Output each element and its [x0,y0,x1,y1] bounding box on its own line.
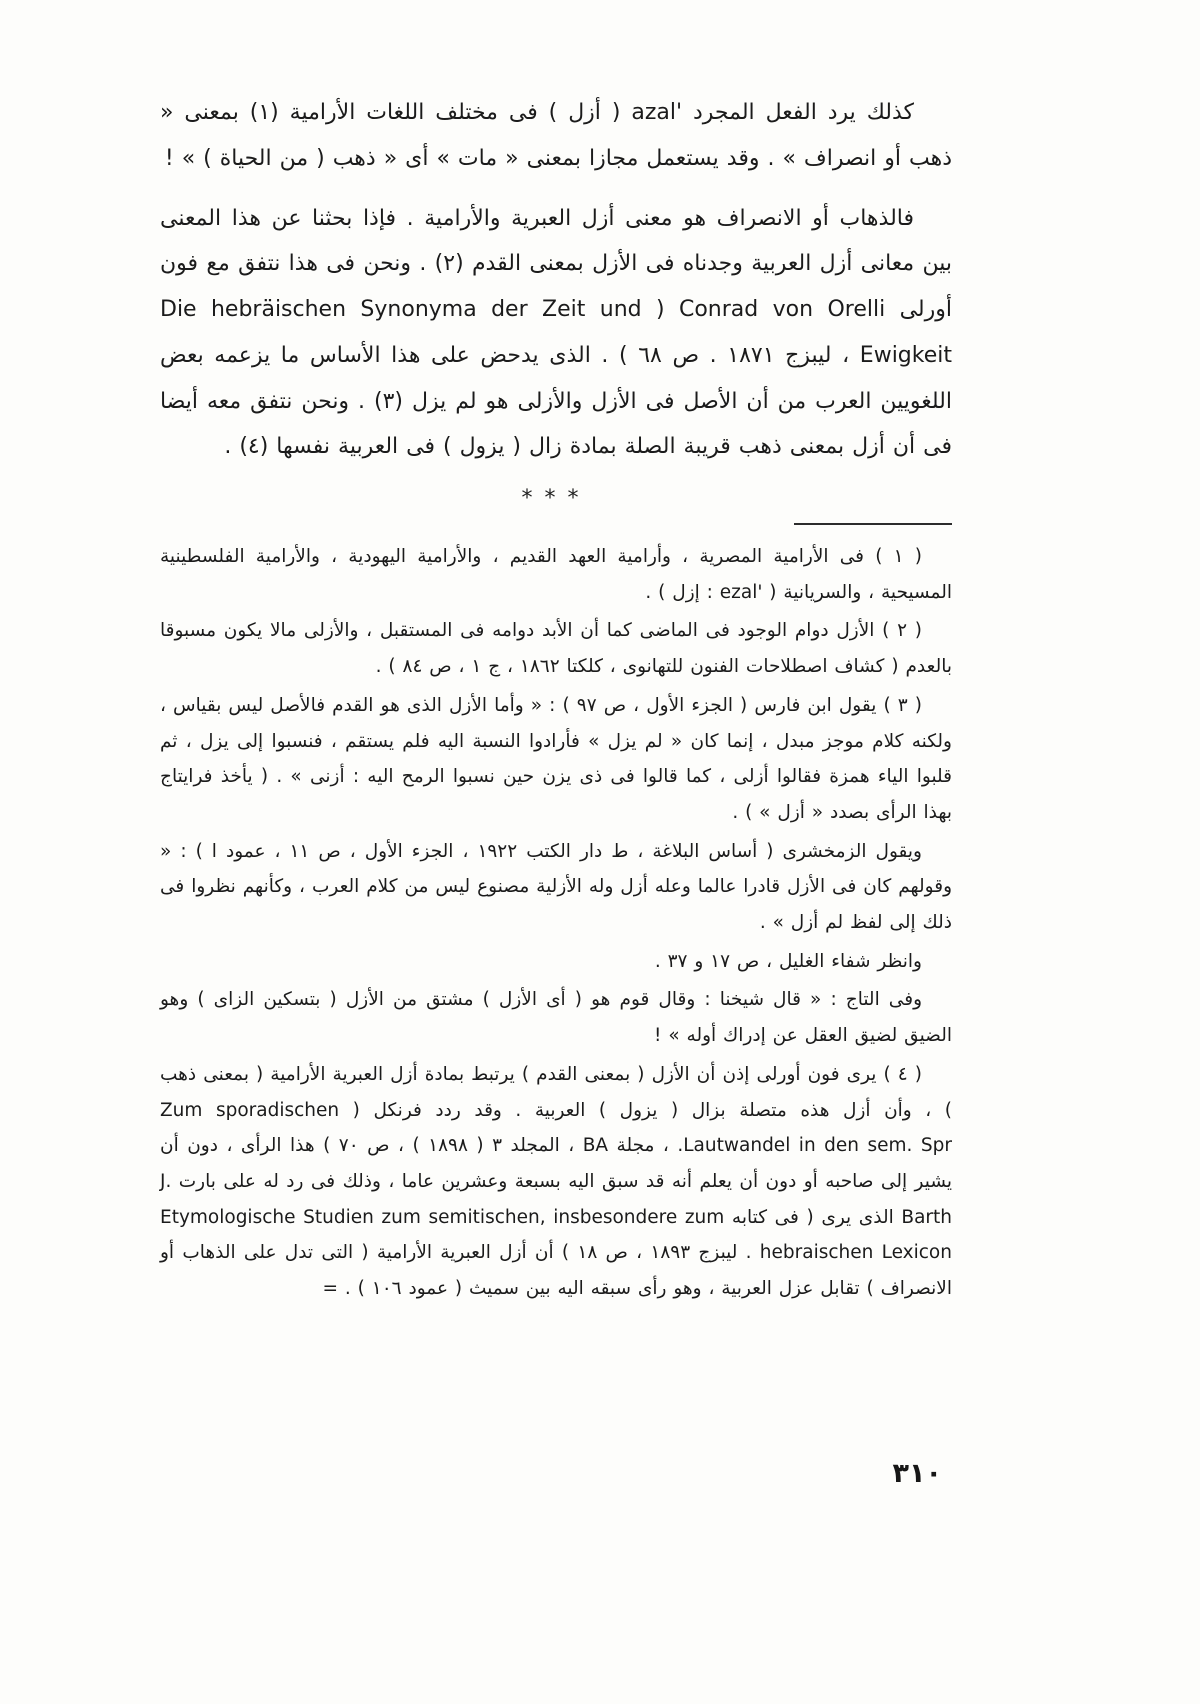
section-separator: *** [521,486,591,511]
footnote: وفى التاج : « قال شيخنا : وقال قوم هو ( أى الأزل ) مشتق من الأزل ( بتسكين الزاى ) وهو الضيق لضيق العقل عن إدراك أوله » ! [160,989,952,1047]
footnote: ( ٤ ) يرى فون أورلى إذن أن الأزل ( بمعنى القدم ) يرتبط بمادة أزل العبرية الأرامية ( بمعنى ذهب ) ، وأن أزل هذه متصلة بزال ( يزول ) العربية . وقد ردد فرنكل ( Zum sporadischen Lautwandel in den sem. Spr. ، مجلة BA ، المجلد ٣ ( ١٨٩٨ ) ، ص ٧٠ ) هذا الرأى ، دون أن يشير إلى صاحبه أو دون أن يعلم أنه قد سبق اليه بسبعة وعشرين عاما ، وذلك فى رد له على بارت J. Barth الذى يرى ( فى كتابه Etymologische Studien zum semitischen, insbesondere zum hebraischen Lexicon . ليبزج ١٨٩٣ ، ص ١٨ ) أن أزل العبرية الأرامية ( التى تدل على الذهاب أو الانصراف ) تقابل عزل العربية ، وهو رأى سبقه اليه بين سميث ( عمود ١٠٦ ) . = [160,1063,953,1300]
main-text [160,90,952,1310]
paragraph: كذلك يرد الفعل المجرد 'azal ( أزل ) فى مختلف اللغات الأرامية (١) بمعنى « ذهب أو انصراف » . وقد يستعمل مجازا بمعنى « مات » أى « ذهب ( من الحياة ) » ! [160,100,952,171]
footnote: ( ٣ ) يقول ابن فارس ( الجزء الأول ، ص ٩٧ ) : « وأما الأزل الذى هو القدم فالأصل ليس بقياس ، ولكنه كلام موجز مبدل ، إنما كان « لم يزل » فأرادوا النسبة اليه فلم يستقم ، فنسبوا إلى يزل ، ثم قلبوا الياء همزة فقالوا أزلى ، كما قالوا فى ذى يزن حين نسبوا الرمح اليه : أزنى » . ( يأخذ فرايتاج بهذا الرأى بصدد « أزل » ) . [160,694,952,823]
footnote: وانظر شفاء الغليل ، ص ١٧ و ٣٧ . [654,950,922,972]
footnote: ( ٢ ) الأزل دوام الوجود فى الماضى كما أن الأبد دوامه فى المستقبل ، والأزلى مالا يكون مسبوقا بالعدم ( كشاف اصطلاحات الفنون للتهانوى ، كلكتا ١٨٦٢ ، ج ١ ، ص ٨٤ ) . [160,620,952,678]
page-number: ٣١٠ [892,1458,942,1489]
footnote-rule [794,523,952,525]
paragraph: فالذهاب أو الانصراف هو معنى أزل العبرية والأرامية . فإذا بحثنا عن هذا المعنى بين معانى أزل العربية وجدناه فى الأزل بمعنى القدم (٢) . ونحن فى هذا نتفق مع فون أورلى Conrad von Orelli ( Die hebräischen Synonyma der Zeit und Ewigkeit ، ليبزج ١٨٧١ . ص ٦٨ ) . الذى يدحض على هذا الأساس ما يزعمه بعض اللغويين العرب من أن الأصل فى الأزل والأزلى هو لم يزل (٣) . ونحن نتفق معه أيضا فى أن أزل بمعنى ذهب قريبة الصلة بمادة زال ( يزول ) فى العربية نفسها (٤) . [160,205,953,460]
footnote: ( ١ ) فى الأرامية المصرية ، وأرامية العهد القديم ، والأرامية اليهودية ، والأرامية الفلسطينية المسيحية ، والسريانية ( 'ezal : إزل ) . [160,546,952,603]
footnote: ويقول الزمخشرى ( أساس البلاغة ، ط دار الكتب ١٩٢٢ ، الجزء الأول ، ص ١١ ، عمود ا ) : « وقولهم كان فى الأزل قادرا عالما وعله أزل وله الأزلية مصنوع ليس من كلام العرب ، وكأنهم نظروا فى ذلك إلى لفظ لم أزل » . [160,840,952,934]
footnotes [160,539,952,1307]
